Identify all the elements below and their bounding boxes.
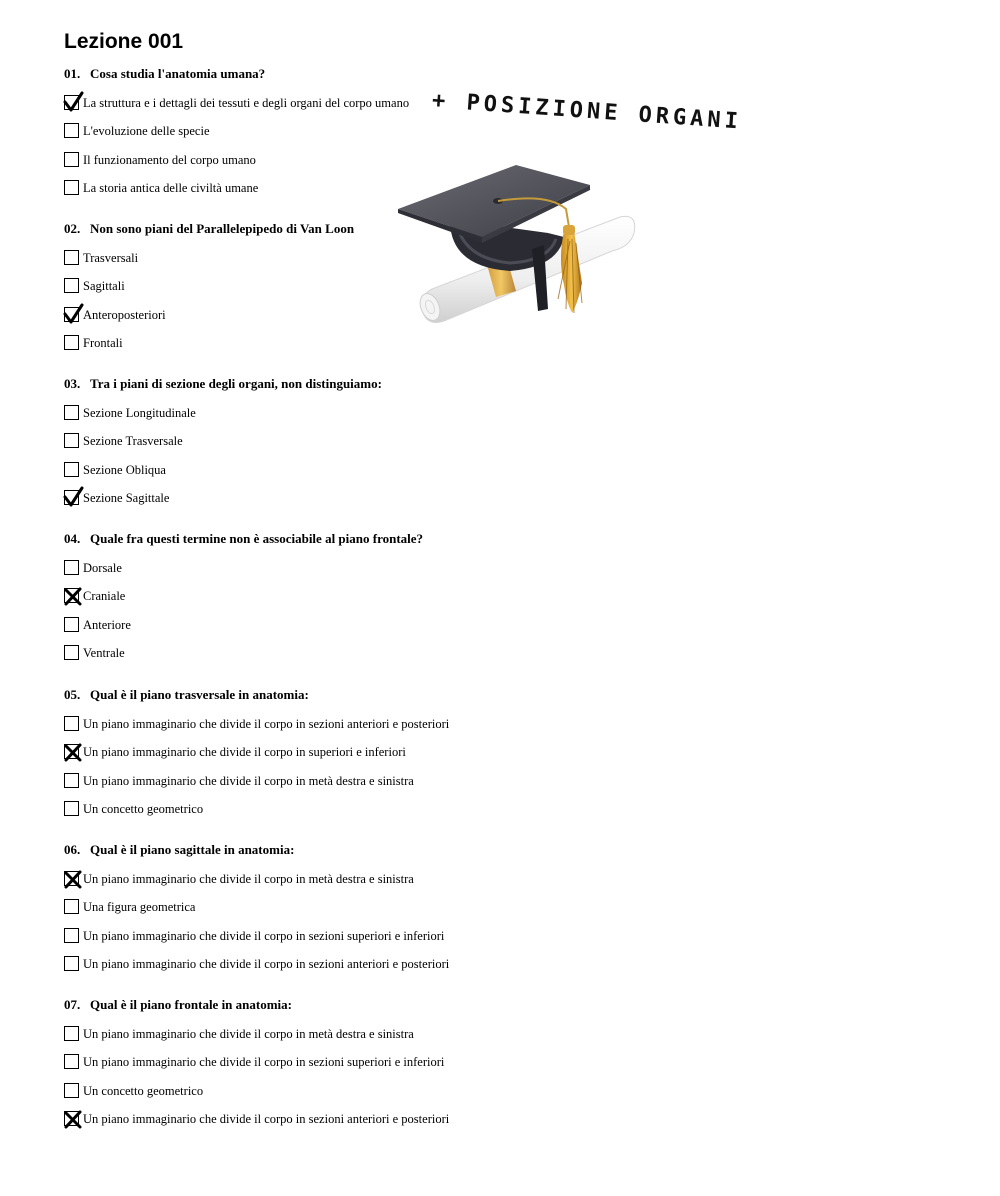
answer-checkbox[interactable]: [64, 1054, 79, 1069]
answer-label: Sagittali: [83, 279, 125, 293]
question-heading: [64, 221, 354, 237]
answer-option[interactable]: [64, 152, 265, 168]
graduation-cap-image: [398, 163, 643, 328]
answer-label: Il funzionamento del corpo umano: [83, 152, 256, 167]
cross-mark-icon: [62, 585, 84, 607]
question-heading: [64, 66, 265, 82]
question-number: 03.: [64, 376, 81, 391]
question-text: Qual è il piano frontale in anatomia:: [90, 997, 292, 1012]
answer-option[interactable]: [64, 871, 414, 887]
answer-label: Anteroposteriori: [83, 307, 166, 322]
answer-label: La struttura e i dettagli dei tessuti e degli organi del corpo umano: [83, 95, 410, 110]
answer-option[interactable]: [64, 1054, 445, 1070]
answer-label: Frontali: [83, 336, 123, 350]
question-text: Qual è il piano sagittale in anatomia:: [90, 842, 295, 857]
question-heading: [64, 842, 294, 858]
answer-label: Un concetto geometrico: [83, 802, 204, 816]
answer-option[interactable]: [64, 335, 354, 351]
answer-checkbox[interactable]: [64, 801, 79, 816]
answer-checkbox[interactable]: [64, 180, 79, 195]
answer-checkbox[interactable]: [64, 560, 79, 575]
answer-option[interactable]: [64, 278, 354, 294]
question-heading: [64, 997, 292, 1013]
answer-label: Sezione Sagittale: [83, 491, 170, 505]
answer-checkbox[interactable]: [64, 928, 79, 943]
answer-label: Un piano immaginario che divide il corpo in metà destra e sinistra: [83, 1026, 414, 1041]
question-number: 07.: [64, 997, 81, 1012]
answer-label: Sezione Obliqua: [83, 462, 166, 477]
answer-option[interactable]: [64, 462, 382, 478]
question-04: [64, 531, 423, 661]
answer-label: Ventrale: [83, 646, 125, 660]
answer-checkbox[interactable]: [64, 645, 79, 660]
answer-option[interactable]: [64, 307, 354, 323]
checkmark-icon: [62, 304, 84, 326]
answer-option[interactable]: [64, 433, 382, 449]
question-text: Quale fra questi termine non è associabile al piano frontale?: [90, 531, 424, 546]
answer-label: Un piano immaginario che divide il corpo in sezioni superiori e inferiori: [83, 1055, 445, 1069]
answer-option[interactable]: [64, 1026, 414, 1042]
answer-label: Dorsale: [83, 560, 122, 575]
question-05: [64, 687, 450, 817]
question-number: 06.: [64, 842, 81, 857]
answer-label: Un piano immaginario che divide il corpo in sezioni superiori e inferiori: [83, 928, 445, 943]
answer-label: Un piano immaginario che divide il corpo in sezioni anteriori e posteriori: [83, 716, 450, 731]
answer-checkbox[interactable]: [64, 307, 79, 322]
cross-mark-icon: [62, 868, 84, 890]
question-number: 01.: [64, 66, 81, 81]
answer-option[interactable]: [64, 490, 382, 506]
answer-checkbox[interactable]: [64, 123, 79, 138]
answer-checkbox[interactable]: [64, 1083, 79, 1098]
handwritten-note-text: + POSIZIONE ORGANI: [431, 88, 743, 135]
page-title: Lezione 001: [64, 30, 184, 53]
graduation-cap-icon: [398, 163, 643, 328]
answer-checkbox[interactable]: [64, 588, 79, 603]
answer-checkbox[interactable]: [64, 1111, 79, 1126]
question-text: Tra i piani di sezione degli organi, non distinguiamo:: [90, 376, 382, 391]
answer-checkbox[interactable]: [64, 250, 79, 265]
checkmark-icon: [62, 487, 84, 509]
answer-option[interactable]: [64, 560, 423, 576]
answer-checkbox[interactable]: [64, 899, 79, 914]
answer-checkbox[interactable]: [64, 716, 79, 731]
question-01: [64, 66, 410, 196]
answer-option[interactable]: [64, 617, 423, 633]
answer-checkbox[interactable]: [64, 617, 79, 632]
question-text: Cosa studia l'anatomia umana?: [90, 66, 266, 81]
question-03: [64, 376, 382, 506]
answer-label: Un piano immaginario che divide il corpo in sezioni anteriori e posteriori: [83, 1112, 450, 1126]
answer-option[interactable]: [64, 899, 294, 915]
answer-option[interactable]: [64, 95, 410, 111]
answer-label: Un piano immaginario che divide il corpo in sezioni anteriori e posteriori: [83, 957, 450, 971]
answer-checkbox[interactable]: [64, 956, 79, 971]
answer-checkbox[interactable]: [64, 773, 79, 788]
question-number: 04.: [64, 531, 81, 546]
question-text: Qual è il piano trasversale in anatomia:: [90, 687, 309, 702]
answer-checkbox[interactable]: [64, 152, 79, 167]
handwritten-note: [430, 86, 743, 135]
answer-label: Trasversali: [83, 250, 139, 265]
answer-option[interactable]: [64, 744, 406, 760]
cross-mark-icon: [62, 1108, 84, 1130]
question-heading: [64, 531, 423, 547]
answer-checkbox[interactable]: [64, 335, 79, 350]
answer-checkbox[interactable]: [64, 744, 79, 759]
answer-option[interactable]: [64, 250, 354, 266]
question-text: Non sono piani del Parallelepipedo di Van Loon: [90, 221, 355, 236]
question-07: [64, 997, 450, 1127]
answer-option[interactable]: [64, 123, 265, 139]
answer-label: Un piano immaginario che divide il corpo in metà destra e sinistra: [83, 773, 414, 788]
answer-checkbox[interactable]: [64, 1026, 79, 1041]
question-06: [64, 842, 450, 972]
answer-label: Un piano immaginario che divide il corpo in superiori e inferiori: [83, 745, 406, 759]
answer-label: La storia antica delle civiltà umane: [83, 181, 259, 195]
answer-option[interactable]: [64, 1111, 450, 1127]
answer-option[interactable]: [64, 180, 265, 196]
question-heading: [64, 687, 309, 703]
question-heading: [64, 376, 382, 392]
cross-mark-icon: [62, 741, 84, 763]
answer-checkbox[interactable]: [64, 95, 79, 110]
answer-option[interactable]: [64, 1083, 292, 1099]
question-number: 02.: [64, 221, 81, 236]
question-02: [64, 221, 354, 351]
answer-label: L'evoluzione delle specie: [83, 124, 210, 138]
answer-checkbox[interactable]: [64, 278, 79, 293]
answer-label: Sezione Longitudinale: [83, 405, 196, 420]
question-number: 05.: [64, 687, 81, 702]
answer-label: Craniale: [83, 589, 126, 603]
answer-checkbox[interactable]: [64, 871, 79, 886]
answer-label: Una figura geometrica: [83, 900, 196, 914]
answer-option[interactable]: [64, 928, 445, 944]
answer-option[interactable]: [64, 801, 309, 817]
answer-label: Un piano immaginario che divide il corpo in metà destra e sinistra: [83, 871, 414, 886]
answer-option[interactable]: [64, 405, 382, 421]
answer-option[interactable]: [64, 716, 450, 732]
answer-option[interactable]: [64, 588, 423, 604]
answer-label: Un concetto geometrico: [83, 1083, 204, 1098]
answer-checkbox[interactable]: [64, 405, 79, 420]
answer-option[interactable]: [64, 773, 414, 789]
checkmark-icon: [62, 92, 84, 114]
answer-option[interactable]: [64, 645, 423, 661]
answer-checkbox[interactable]: [64, 490, 79, 505]
answer-checkbox[interactable]: [64, 462, 79, 477]
answer-option[interactable]: [64, 956, 450, 972]
answer-label: Sezione Trasversale: [83, 434, 183, 448]
answer-checkbox[interactable]: [64, 433, 79, 448]
answer-label: Anteriore: [83, 617, 131, 632]
